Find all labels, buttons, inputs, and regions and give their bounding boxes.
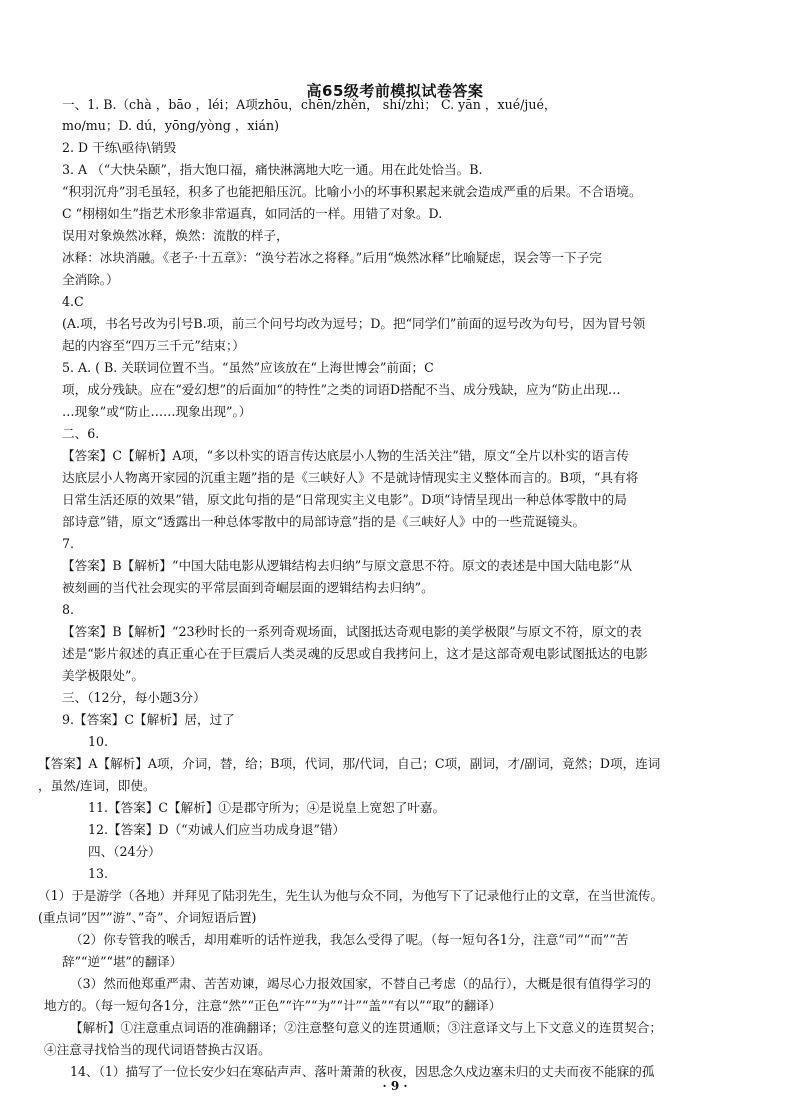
text-line: 4.C xyxy=(62,294,84,309)
text-line: 【答案】A【解析】A项，介词，替，给；B项，代词，那/代词，自己；C项，副词，才/副词，竟然；D项，连词 xyxy=(38,756,661,771)
text-line: 日常生活还原的效果”错，原文此句指的是“日常现实主义电影”。D项“诗情呈现出一种总体零散中的局 xyxy=(62,492,627,507)
text-line: 8. xyxy=(62,602,75,617)
text-line: 部诗意”错，原文“透露出一种总体零散中的局部诗意”指的是《三峡好人》中的一些荒诞镜头。 xyxy=(62,514,586,529)
text-line: 辞”“逆”“堪”的翻译） xyxy=(62,954,183,969)
text-line: 【答案】B【解析】“23秒时长的一系列奇观场面，试图抵达奇观电影的美学极限”与原文不符，原文的表 xyxy=(62,624,642,639)
text-line: 14、（1）描写了一位长安少妇在寒砧声声、落叶萧萧的秋夜，因思念久戍边塞未归的丈夫而夜不能寐的孤 xyxy=(70,1064,655,1079)
text-line: 述是“影片叙述的真正重心在于巨震后人类灵魂的反思或自我拷问上，这才是这部奇观电影试图抵达的电影 xyxy=(62,646,648,661)
text-line: 地方的。（每一短句各1分，注意“然”“正色”“许”“为”“计”“盖”“有以”“取”的翻译） xyxy=(44,998,502,1013)
page-title: 高65级考前模拟试卷答案 xyxy=(306,82,484,100)
text-line: 全消除。） xyxy=(62,272,119,287)
text-line: ④注意寻找恰当的现代词语替换古汉语。 xyxy=(44,1042,271,1057)
text-line: 7. xyxy=(62,536,75,551)
text-line: 一、1. B.（chà ，bāo ，léi；A项zhōu，chēn/zhěn， shí/zhì； C. yān ，xué/jué， xyxy=(62,97,557,112)
text-line: 二、6. xyxy=(62,426,100,441)
text-line: （3）然而他郑重严肃、苦苦劝谏，竭尽心力报效国家，不替自己考虑（的品行），大概是很有值得学习的 xyxy=(70,976,652,991)
text-line: 【解析】①注意重点词语的准确翻译；②注意整句意义的连贯通顺；③注意译文与上下文意义的连贯契合； xyxy=(70,1020,662,1035)
text-line: …现象”或“防止……现象出现”。） xyxy=(62,404,252,419)
text-line: 3. A （“大快朵颐”，指大饱口福，痛快淋漓地大吃一通。用在此处恰当。B. xyxy=(62,162,483,177)
text-line: 2. D 干练\亟待\销毁 xyxy=(62,140,177,155)
text-line: 11.【答案】C【解析】①是郡守所为；④是说皇上宽恕了叶嘉。 xyxy=(88,800,446,815)
text-line: 项，成分残缺。应在“爱幻想”的后面加“的特性”之类的词语D搭配不当、成分残缺，应为“防止出现… xyxy=(62,382,621,397)
page-number: · 9 · xyxy=(382,1079,408,1093)
text-line: 起的内容至“四万三千元”结束；） xyxy=(62,338,245,353)
text-line: 【答案】C【解析】A项，“多以朴实的语言传达底层小人物的生活关注”错，原文“全片以朴实的语言传 xyxy=(62,448,629,463)
text-line: 三、（12分，每小题3分） xyxy=(62,690,206,705)
text-line: （2）你专管我的喉舌，却用难听的话忤逆我，我怎么受得了呢。（每一短句各1分，注意“司”“而”“苦 xyxy=(70,932,629,947)
text-line: 12.【答案】D（“劝诫人们应当功成身退”错） xyxy=(88,822,346,837)
text-line: (重点词”因””游”、”奇”、介词短语后置) xyxy=(38,910,257,925)
text-line: 美学极限处”。 xyxy=(62,668,145,683)
text-line: 10. xyxy=(88,734,109,749)
text-line: C “栩栩如生”指艺术形象非常逼真，如同活的一样。用错了对象。D. xyxy=(62,206,443,221)
text-line: 【答案】B【解析】“中国大陆电影从逻辑结构去归纳”与原文意思不符。原文的表述是中国大陆电影“从 xyxy=(62,558,633,573)
text-line: (A.项，书名号改为引号B.项，前三个问号均改为逗号；D。把“同学们”前面的逗号改为句号，因为冒号领 xyxy=(62,316,646,331)
text-line: 被刻画的当代社会现实的平常层面到奇崛层面的逻辑结构去归纳”。 xyxy=(62,580,434,595)
text-line: 冰释：冰块消融。《老子·十五章》：“涣兮若冰之将释。”后用“焕然冰释”比喻疑虑，误会等一下子完 xyxy=(62,250,602,265)
text-line: 达底层小人物离开家园的沉重主题”指的是《三峡好人》不是就诗情现实主义整体而言的。B项，“具有将 xyxy=(62,470,639,485)
text-line: 9.【答案】C【解析】居，过了 xyxy=(62,712,235,727)
text-line: 误用对象焕然冰释，焕然：流散的样子， xyxy=(62,228,289,243)
text-line: “积羽沉舟”羽毛虽轻，积多了也能把船压沉。比喻小小的坏事积累起来就会造成严重的后果。不合语境。 xyxy=(62,184,642,199)
text-line: 13. xyxy=(88,866,109,881)
text-line: 四、（24分） xyxy=(88,844,161,859)
text-line: （1）于是游学（各地）并拜见了陆羽先生，先生认为他与众不同，为他写下了记录他行止的文章，在当世流传。 xyxy=(38,888,664,903)
text-line: 5. A. ( B. 关联词位置不当。“虽然”应该放在“上海世博会”前面；C xyxy=(62,360,434,375)
text-line: ，虽然/连词，即使。 xyxy=(38,778,156,793)
text-line: mo/mu；D. dú，yōng/yòng ，xián) xyxy=(62,118,280,133)
